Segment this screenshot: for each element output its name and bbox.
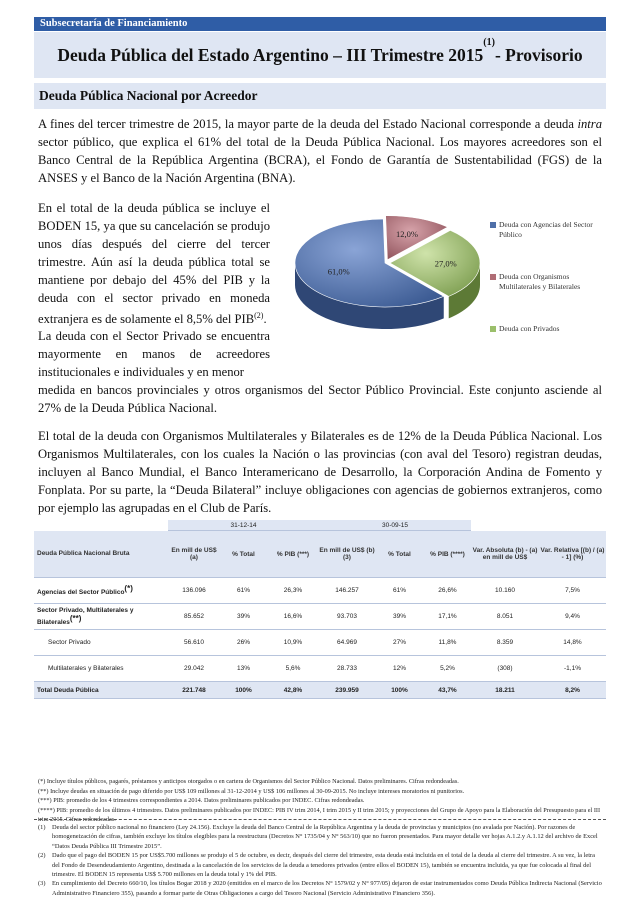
table-cell: 26,3% bbox=[267, 578, 319, 604]
column-header: % PIB (****) bbox=[424, 531, 471, 578]
table-cell: 64.969 bbox=[319, 630, 375, 656]
period-row bbox=[34, 520, 606, 531]
table-cell: 85.652 bbox=[168, 604, 220, 630]
footnote-text: En cumplimiento del Decreto 660/10, los títulos Bogar 2018 y 2020 (emitidos en el marco de los Decretos N° 1579/02 y N° 977/05) dejaron de estar instrumentados como Deuda Pública Indirecta Nacional (Servicio Administrativo Financiero 355), pasando a formar parte de Otras Obligaciones a cargo del Tesoro Nacional (Servicio Administrativo Financiero 356). bbox=[52, 880, 602, 897]
table-cell: 10,9% bbox=[267, 630, 319, 656]
row-label: Sector Privado bbox=[34, 630, 168, 656]
table-note: (****) PIB: promedio de los últimos 4 trimestres. Datos preliminares publicados por INDEC: PIB IV trim 2014, I trim 2015 y II trim 2015; y proyecciones del Grupo de Apoyo para la Elaboración del Presupuesto para el III trim 2015. Cifras redondeadas. bbox=[38, 806, 601, 823]
legend-label: Deuda con Agencias del Sector Público bbox=[499, 220, 593, 239]
footnote bbox=[38, 851, 602, 879]
footnote-text: Dado que el pago del BODEN 15 por US$5.700 millones se produjo el 5 de octubre, es decir, después del cierre del trimestre, esta deuda está incluida en el total de la deuda al cierre del trimestre. A su vez, la letra del Fondo de Desendeudamiento Argentino, destinada a la cancelación de los servicios de la deuda a tenedores privados (entre ellos el BODEN 15), también se encuentra incluida, ya que fue colocada al final del trimestre. El BODEN 15 representa US$ 5.700 millones en la deuda total y 1% del PIB. bbox=[52, 852, 595, 879]
table-cell: 100% bbox=[220, 682, 267, 699]
table-row bbox=[34, 578, 606, 604]
table-note: (**) Incluye deudas en situación de pago diferido por US$ 109 millones al 31-12-2014 y US$ 106 millones al 30-09-2015. No incluye intereses moratorios ni punitorios. bbox=[38, 787, 465, 795]
footnote-number: (3) bbox=[38, 880, 46, 888]
footnote bbox=[38, 879, 602, 898]
table-cell: 17,1% bbox=[424, 604, 471, 630]
section-heading-text: Deuda Pública Nacional por Acreedor bbox=[39, 88, 258, 103]
table-cell: 42,8% bbox=[267, 682, 319, 699]
footnote-number: (1) bbox=[38, 824, 46, 831]
table-cell: 61% bbox=[375, 578, 424, 604]
row-footnote-ref: (*) bbox=[124, 584, 133, 594]
row-footnote-ref: (**) bbox=[69, 613, 82, 623]
paragraph-4 bbox=[38, 427, 602, 517]
table-cell: 10.160 bbox=[471, 578, 539, 604]
row-label: Total Deuda Pública bbox=[34, 682, 168, 699]
chart-legend bbox=[490, 220, 600, 340]
title-text: Deuda Pública del Estado Argentino – III Trimestre 2015 bbox=[57, 45, 484, 65]
p3-text-narrow: La deuda con el Sector Privado se encuentra mayormente en manos de acreedores institucionales e individuales y en menor bbox=[38, 329, 270, 379]
column-header: En mill de US$ (a) bbox=[168, 531, 220, 578]
table-cell: 7,5% bbox=[539, 578, 606, 604]
table-cell: 18.211 bbox=[471, 682, 539, 699]
column-header: % PIB (***) bbox=[267, 531, 319, 578]
legend-swatch bbox=[490, 222, 496, 228]
table-header bbox=[34, 531, 606, 578]
p1-text-a: A fines del tercer trimestre de 2015, la mayor parte de la deuda del Estado Nacional corresponde a deuda bbox=[38, 117, 578, 131]
legend-swatch bbox=[490, 326, 496, 332]
table-cell: -1,1% bbox=[539, 656, 606, 682]
table-cell: 8.359 bbox=[471, 630, 539, 656]
pie-slice-privados-label: 27,0% bbox=[434, 258, 457, 269]
p3-text-full: medida en bancos provinciales y otros organismos del Sector Público Provincial. Este conjunto asciende al 27% de la Deuda Pública Nacional. bbox=[38, 383, 602, 415]
agency-banner bbox=[34, 17, 606, 31]
paragraph-2 bbox=[38, 199, 270, 328]
page-title bbox=[34, 32, 606, 78]
legend-item-agencias bbox=[490, 220, 598, 240]
table-row bbox=[34, 656, 606, 682]
table-cell: 61% bbox=[220, 578, 267, 604]
period-2015: 30-09-15 bbox=[319, 520, 471, 531]
blank-cell bbox=[34, 520, 168, 531]
table-cell: 239.959 bbox=[319, 682, 375, 699]
table-cell: 100% bbox=[375, 682, 424, 699]
table-cell: 5,2% bbox=[424, 656, 471, 682]
table-row bbox=[34, 630, 606, 656]
divider bbox=[34, 819, 606, 820]
footnote bbox=[38, 823, 602, 851]
table-cell: 11,8% bbox=[424, 630, 471, 656]
table-cell: 146.257 bbox=[319, 578, 375, 604]
table-cell: 136.096 bbox=[168, 578, 220, 604]
table-cell: 5,6% bbox=[267, 656, 319, 682]
table-cell: 39% bbox=[375, 604, 424, 630]
section-heading bbox=[34, 83, 606, 109]
title-footnote-ref[interactable]: (1) bbox=[483, 37, 495, 48]
table-cell: (308) bbox=[471, 656, 539, 682]
total-row bbox=[34, 682, 606, 699]
debt-table bbox=[34, 520, 606, 699]
p1-emphasis: intra bbox=[577, 117, 602, 131]
row-label: Multilaterales y Bilaterales bbox=[34, 656, 168, 682]
column-header: Var. Absoluta (b) - (a) en mill de US$ bbox=[471, 531, 539, 578]
agency-name: Subsecretaría de Financiamiento bbox=[40, 18, 188, 29]
table-cell: 39% bbox=[220, 604, 267, 630]
row-label: Sector Privado, Multilaterales y Bilaterales(**) bbox=[34, 604, 168, 630]
column-header: En mill de US$ (b) (3) bbox=[319, 531, 375, 578]
p4-text: El total de la deuda con Organismos Multilaterales y Bilaterales es de 12% de la Deuda Pública Nacional. Los Organismos Multilaterales, con los cuales la Nación o las provincias (con aval del Tesoro) registran deudas, incluyen al Banco Mundial, el Banco Interamericano de Desarrollo, la Corporación Andina de Fomento y Fonplata. Por su parte, la “Deuda Bilateral” incluye obligaciones con agencias de gobiernos extranjeros, como por ejemplo las agrupadas en el Club de París. bbox=[38, 429, 602, 515]
table-cell: 13% bbox=[220, 656, 267, 682]
table-note: (*) Incluye títulos públicos, pagarés, préstamos y anticipos otorgados o en cartera de Organismos del Sector Público Nacional. Datos preliminares. Cifras redondeadas. bbox=[38, 778, 459, 785]
legend-item-privados bbox=[490, 324, 598, 334]
footnote-number: (2) bbox=[38, 852, 46, 860]
pie-slice-organismos-label: 12,0% bbox=[395, 229, 418, 240]
p2-footnote-ref[interactable]: (2) bbox=[254, 311, 264, 320]
table-cell: 43,7% bbox=[424, 682, 471, 699]
legend-swatch bbox=[490, 274, 496, 280]
pie-slice-agencias-label: 61,0% bbox=[327, 266, 350, 277]
row-label: Agencias del Sector Público(*) bbox=[34, 578, 168, 604]
table-cell: 26,6% bbox=[424, 578, 471, 604]
table-cell: 29.042 bbox=[168, 656, 220, 682]
p2-text-end: . bbox=[263, 312, 267, 327]
paragraph-3-narrow bbox=[38, 327, 270, 381]
table-cell: 16,6% bbox=[267, 604, 319, 630]
blank-cell bbox=[471, 520, 606, 531]
legend-label: Deuda con Organismos Multilaterales y Bilaterales bbox=[499, 272, 581, 291]
table-cell: 28.733 bbox=[319, 656, 375, 682]
column-header: Deuda Pública Nacional Bruta bbox=[34, 531, 168, 578]
p2-text: En el total de la deuda pública se incluye el BODEN 15, ya que su cancelación se produjo unos días después del cierre del tercer trimestre. Aún así la deuda pública total se mantiene por debajo del 45% del PIB y la deuda con el sector privado en moneda extranjera es de solamente el 8,5% del PIB bbox=[38, 201, 270, 327]
table-cell: 221.748 bbox=[168, 682, 220, 699]
table-cell: 14,8% bbox=[539, 630, 606, 656]
p1-text-b: sector público, que explica el 61% del total de la Deuda Pública Nacional. Los mayores acreedores son el Banco Central de la República Argentina (BCRA), el Fondo de Garantía de Sustentabilidad (FGS) de la ANSES y el Banco de la Nación Argentina (BNA). bbox=[38, 135, 602, 185]
period-2014: 31-12-14 bbox=[168, 520, 319, 531]
legend-item-organismos bbox=[490, 272, 598, 292]
column-header: % Total bbox=[220, 531, 267, 578]
paragraph-3-full bbox=[38, 381, 602, 417]
table-cell: 12% bbox=[375, 656, 424, 682]
table-cell: 93.703 bbox=[319, 604, 375, 630]
table-row bbox=[34, 604, 606, 630]
footnotes bbox=[38, 823, 602, 898]
column-header: Var. Relativa [(b) / (a) - 1] (%) bbox=[539, 531, 606, 578]
table-cell: 8.051 bbox=[471, 604, 539, 630]
debt-by-creditor-pie-chart bbox=[280, 205, 492, 340]
table-cell: 8,2% bbox=[539, 682, 606, 699]
table-notes bbox=[38, 777, 606, 825]
footnote-text: Deuda del sector público nacional no financiero (Ley 24.156). Excluye la deuda del Banco Central de la República Argentina y la deuda de provincias y municipios (no avalada por Nación). Por razones de homogeneización de cifras, también excluye los títulos elegibles para la reestructura (Decretos N° 1735/04 y N° 563/10) que no fueron presentados. Para mayor detalle ver hojas A.1.2.y A.1.12 del archivo de Excel “Datos Deuda Pública III Trimestre 2015”. bbox=[52, 824, 598, 850]
legend-label: Deuda con Privados bbox=[499, 324, 560, 333]
column-header: % Total bbox=[375, 531, 424, 578]
table-cell: 56.610 bbox=[168, 630, 220, 656]
table-note: (***) PIB: promedio de los 4 trimestres correspondientes a 2014. Datos preliminares publicados por INDEC. Cifras redondeadas. bbox=[38, 797, 365, 804]
title-suffix: - Provisorio bbox=[494, 45, 583, 65]
table-cell: 26% bbox=[220, 630, 267, 656]
paragraph-1 bbox=[38, 115, 602, 187]
table-cell: 9,4% bbox=[539, 604, 606, 630]
table-cell: 27% bbox=[375, 630, 424, 656]
